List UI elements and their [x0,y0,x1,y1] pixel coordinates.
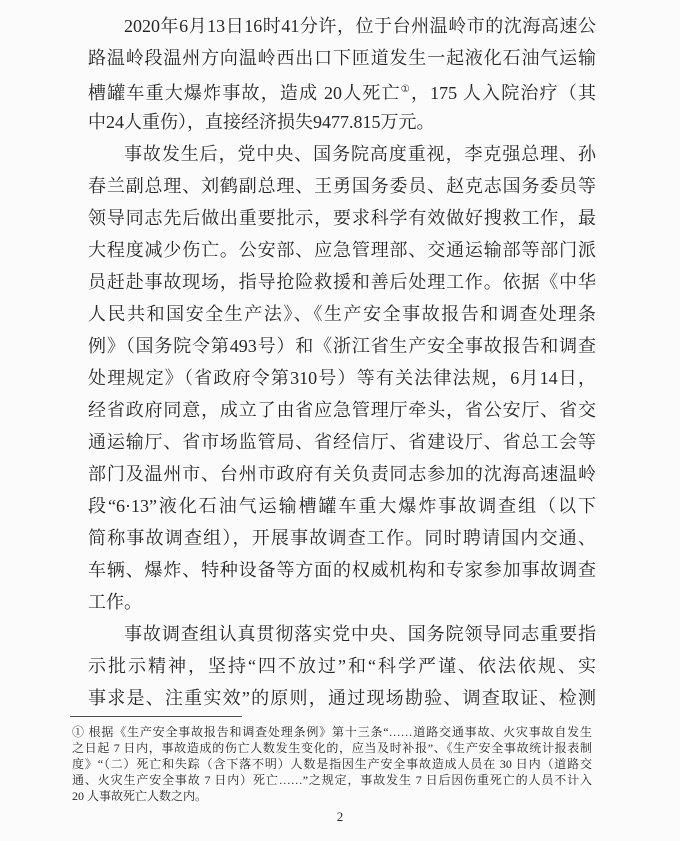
body-line: 事求是、注重实效”的原则，通过现场勘验、调查取证、检测 [88,688,596,708]
body-line: 处理规定》（省政府令第310号）等有关法律法规，6月14日， [88,368,596,388]
footnote-line: 通、火灾生产安全事故 7 日内）死亡……”之规定，事故发生 7 日后因伤重死亡的人员不计入 [72,773,592,787]
body-line: 车辆、爆炸、特种设备等方面的权威机构和专家参加事故调查 [88,560,596,580]
footnote-separator [70,716,242,717]
body-line: 中24人重伤），直接经济损失9477.815万元。 [88,112,435,132]
body-line: 通运输厅、省市场监管局、省经信厅、省建设厅、省总工会等 [88,432,596,452]
body-line: 大程度减少伤亡。公安部、应急管理部、交通运输部等部门派 [88,240,596,260]
footnote-line: 20 人事故死亡人数之内。 [72,789,208,803]
body-line: 人民共和国安全生产法》、《生产安全事故报告和调查处理条 [88,304,596,324]
footnote-line: 度》“（二）死亡和失踪（含下落不明）人数是指因生产安全事故造成人员在 30 日内（道路交 [72,757,592,771]
footnote-line: 之日起 7 日内，事故造成的伤亡人数发生变化的，应当及时补报”、《生产安全事故统计报表制 [72,741,592,755]
report-body [88,10,596,714]
body-text-segment: 槽罐车重大爆炸事故，造成 20人死亡 [88,83,401,103]
footnote-reference-mark: ① [400,84,411,95]
body-line: 部门及温州市、台州市政府有关负责同志参加的沈海高速温岭 [88,464,596,484]
body-line: 路温岭段温州方向温岭西出口下匝道发生一起液化石油气运输 [88,48,596,68]
body-line: 春兰副总理、刘鹤副总理、王勇国务委员、赵克志国务委员等 [88,176,596,196]
footnote [72,724,592,804]
paragraph-2 [88,138,596,618]
body-line: 员赶赴事故现场，指导抢险救援和善后处理工作。依据《中华 [88,272,596,292]
body-line: 领导同志先后做出重要批示，要求科学有效做好搜救工作，最 [88,208,596,228]
page-number: 2 [336,809,344,824]
body-line: 2020年6月13日16时41分许，位于台州温岭市的沈海高速公 [124,16,596,36]
body-line: 段“6·13”液化石油气运输槽罐车重大爆炸事故调查组（以下 [88,496,596,516]
body-line: 例》（国务院令第493号）和《浙江省生产安全事故报告和调查 [88,336,596,356]
body-line [88,74,596,106]
paragraph-3 [88,618,596,714]
body-text-segment: ，175 人入院治疗（其 [410,83,596,103]
body-line: 工作。 [88,592,142,612]
footnote-line: ① 根据《生产安全事故报告和调查处理条例》第十三条“……道路交通事故、火灾事故自发生 [72,725,592,739]
body-line: 事故调查组认真贯彻落实党中央、国务院领导同志重要指 [124,624,596,644]
body-line: 经省政府同意，成立了由省应急管理厅牵头，省公安厅、省交 [88,400,596,420]
paragraph-1 [88,10,596,138]
body-line: 简称事故调查组），开展事故调查工作。同时聘请国内交通、 [88,528,596,548]
body-line: 事故发生后，党中央、国务院高度重视，李克强总理、孙 [124,144,596,164]
body-line: 示批示精神，坚持“四不放过”和“科学严谨、依法依规、实 [88,656,596,676]
